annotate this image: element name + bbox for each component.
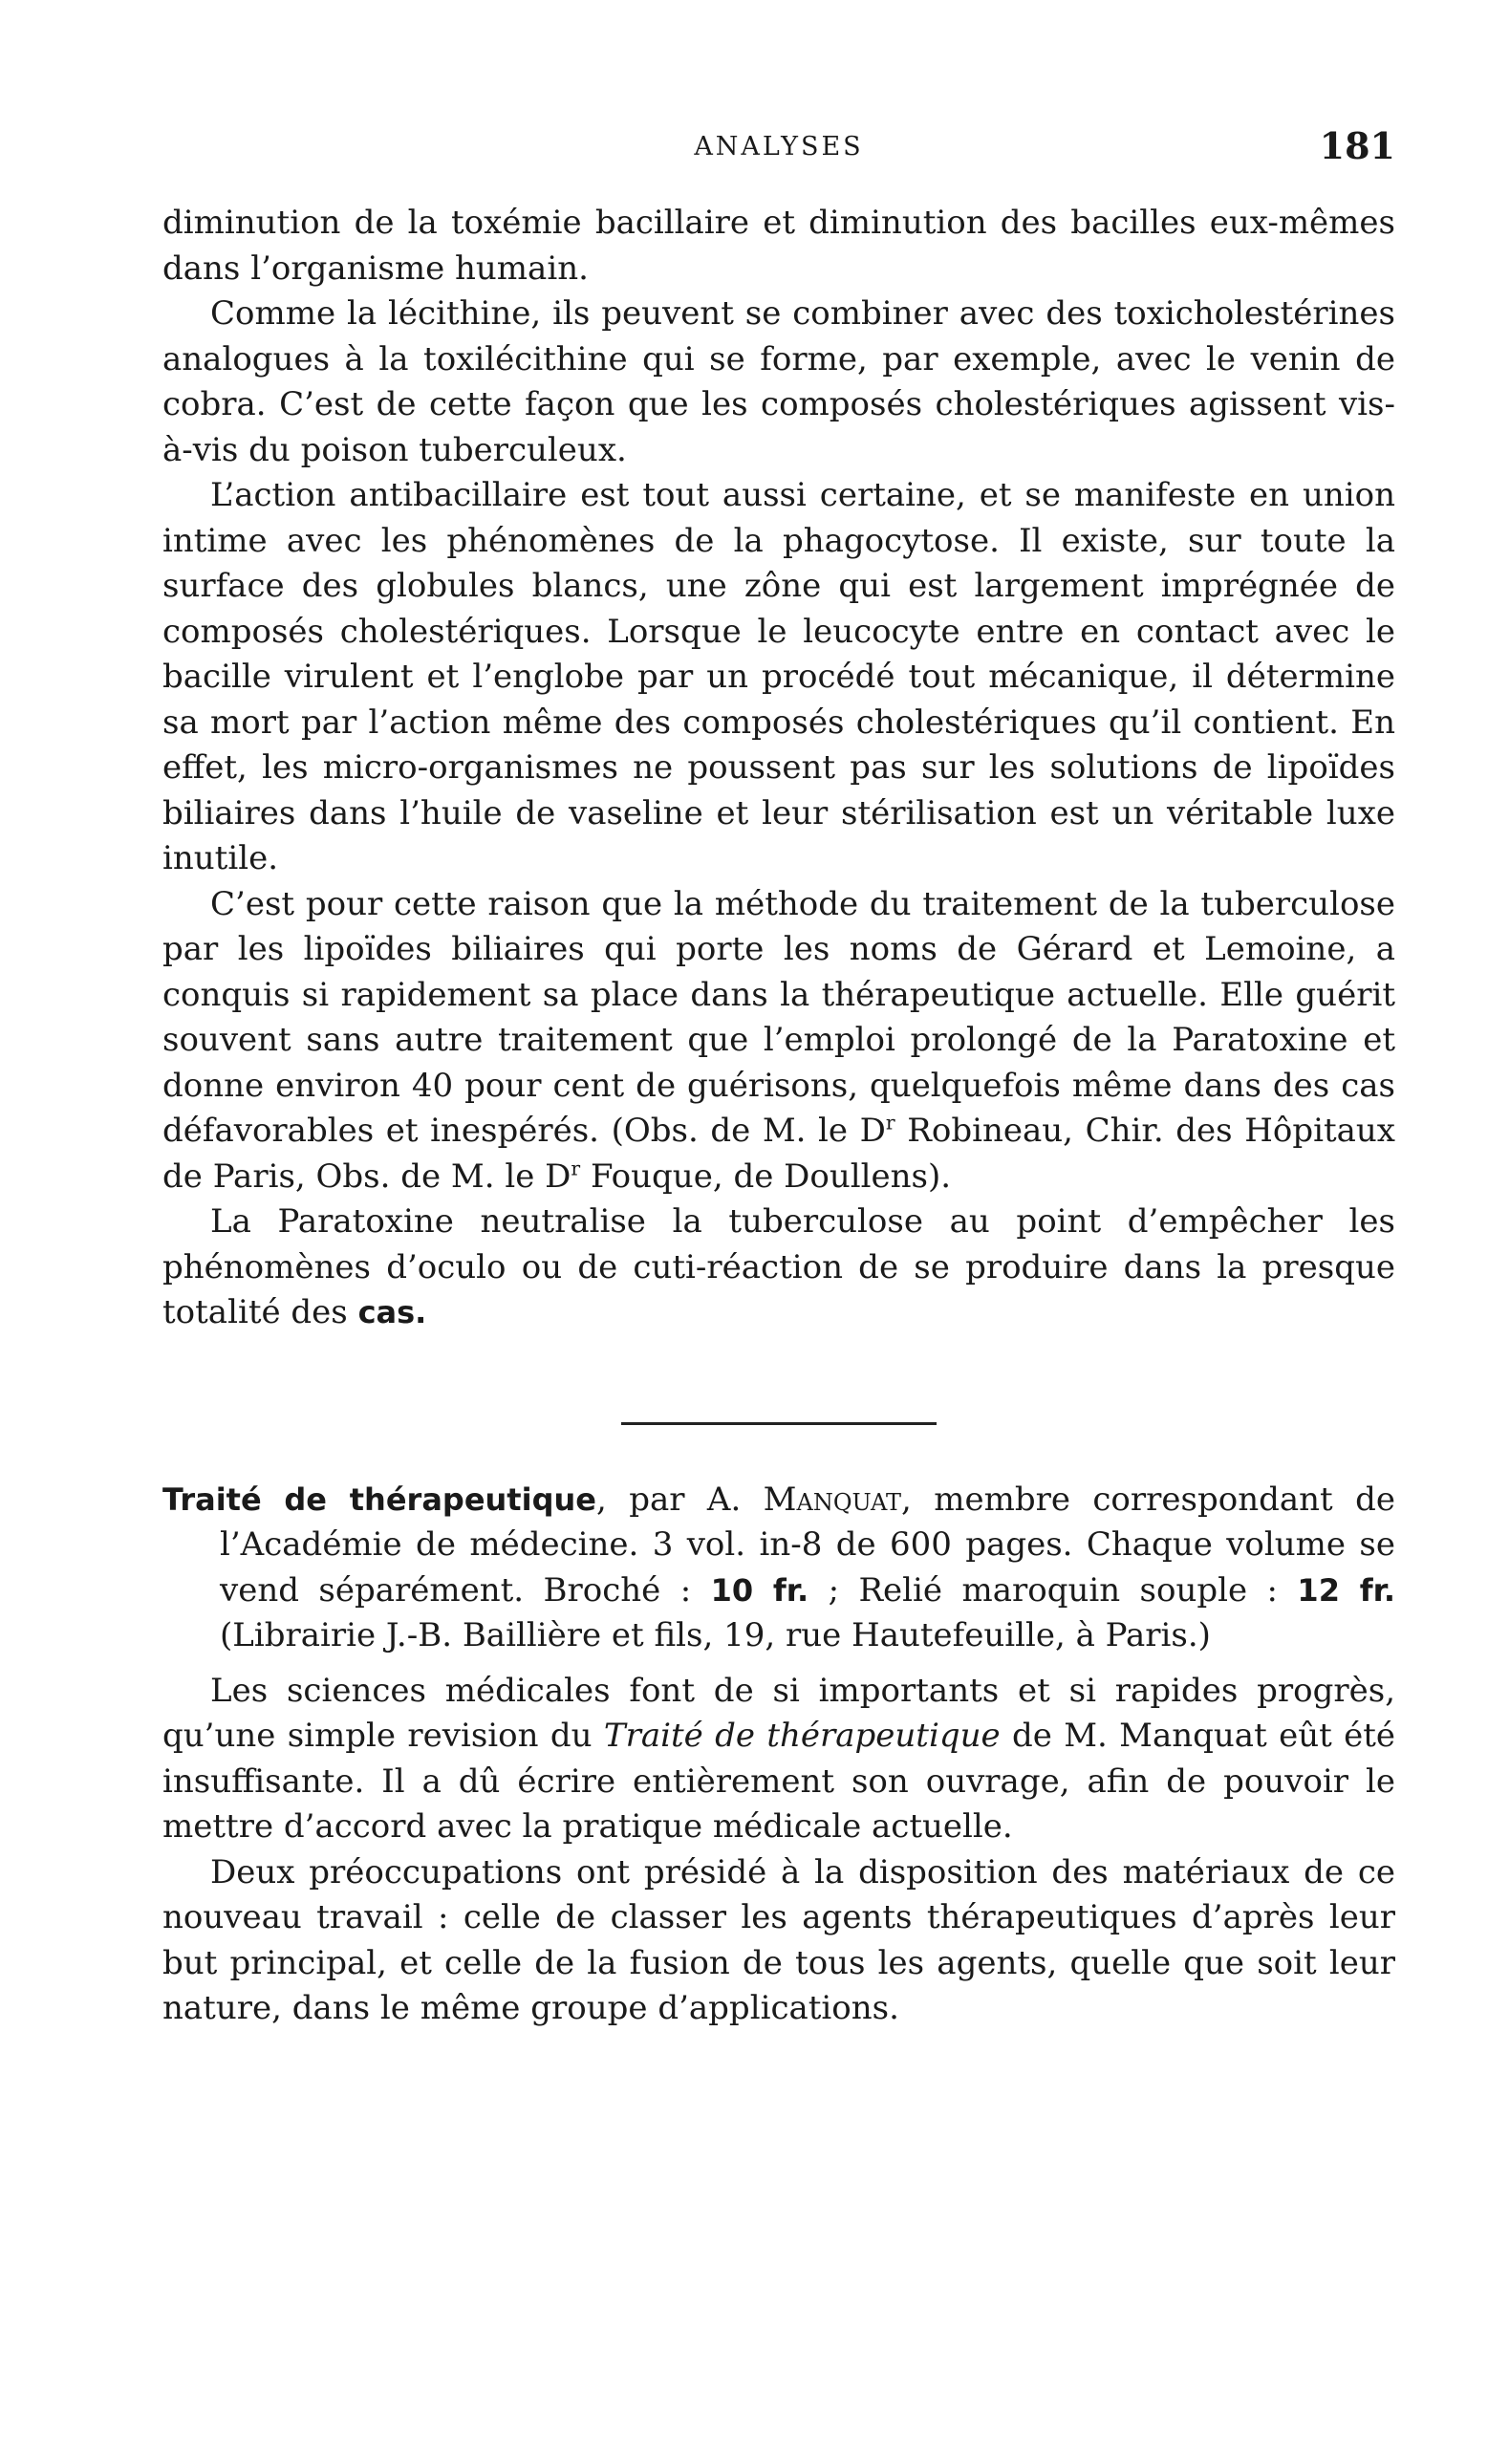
page-number: 181 xyxy=(1319,124,1395,167)
article-continuation xyxy=(162,201,1395,1336)
price-broche: 10 fr. xyxy=(710,1571,809,1609)
review-by: , par A. xyxy=(595,1480,764,1519)
running-head xyxy=(162,124,1395,182)
review-paragraph-1-italic: Traité de thérapeutique xyxy=(603,1717,1001,1755)
book-title: Traité de thérapeutique xyxy=(162,1481,596,1518)
running-title: ANALYSES xyxy=(694,132,864,162)
paragraph-4-text-c: Fouque, de Doullens). xyxy=(580,1156,952,1196)
price-relie: 12 fr. xyxy=(1297,1571,1395,1609)
review-heading xyxy=(162,1478,1395,1659)
paragraph-4 xyxy=(162,882,1395,1200)
paragraph-5-bold: cas. xyxy=(357,1294,427,1330)
paragraph-3: L’action antibacillaire est tout aussi certaine, et se manifeste en union intime avec les phénomènes de la phagocytose. Il existe, sur toute la surface des globules blancs, une zône qui est largement imprégnée de composés cholestériques. Lorsque le leucocyte entre en contact avec le bacille virulent et l’englobe par un procédé tout mécanique, il détermine sa mort par l’action même des composés cholestériques qu’il contient. En effet, les micro-organismes ne poussent pas sur les solutions de lipoïdes biliaires dans l’huile de vaseline et leur stérilisation est un véritable luxe inutile. xyxy=(162,476,1395,877)
paragraph-5 xyxy=(162,1200,1395,1336)
book-review xyxy=(162,1478,1395,2032)
paragraph-4-text-b: Robineau, Chir. des Hôpitaux de Paris, Obs. de M. le D xyxy=(162,1112,1395,1196)
paragraph-5-text: La Paratoxine neutralise la tuberculose au point d’empêcher les phénomènes d’oculo ou de cuti-réaction de se produire dans la presque totalité des xyxy=(162,1202,1395,1331)
review-details-1: , membre correspondant de l’Académie de médecine. 3 vol. in-8 de 600 pages. Chaque volume se vend séparément. Broché : xyxy=(220,1480,1396,1610)
review-paragraph-2: Deux préoccupations ont présidé à la disposition des matériaux de ce nouveau travail : celle de classer les agents thérapeutiques d’après leur but principal, et celle de la fusion de tous les agents, quelle que soit leur nature, dans le même groupe d’applications. xyxy=(162,1852,1395,2027)
review-paragraph-1-text-b: de M. Manquat eût été insuffisante. Il a dû écrire entièrement son ouvrage, afin de pouvoir le mettre d’accord avec la pratique médicale actuelle. xyxy=(162,1717,1395,1846)
superscript-r: r xyxy=(571,1156,581,1180)
section-divider xyxy=(621,1422,937,1425)
review-details-3: (Librairie J.-B. Baillière et fils, 19, rue Hautefeuille, à Paris.) xyxy=(220,1616,1211,1654)
review-paragraph-1 xyxy=(162,1669,1395,1850)
review-author: Manquat xyxy=(763,1480,902,1519)
superscript-r: r xyxy=(885,1111,895,1135)
paragraph-2: Comme la lécithine, ils peuvent se combiner avec des toxicholestérines analogues à la toxilécithine qui se forme, par exemple, avec le venin de cobra. C’est de cette façon que les composés cholestériques agissent vis-à-vis du poison tuberculeux. xyxy=(162,294,1395,469)
review-details-2: ; Relié maroquin souple : xyxy=(808,1570,1298,1610)
review-paragraph-1-text-a: Les sciences médicales font de si importants et si rapides progrès, qu’une simple revision du xyxy=(162,1671,1395,1755)
document-page xyxy=(162,124,1395,2032)
paragraph-4-text-a: C’est pour cette raison que la méthode du traitement de la tuberculose par les lipoïdes biliaires qui porte les noms de Gérard et Lemoine, a conquis si rapidement sa place dans la thérapeutique actuelle. Elle guérit souvent sans autre traitement que l’emploi prolongé de la Paratoxine et donne environ 40 pour cent de guérisons, quelquefois même dans des cas défavorables et inespérés. (Obs. de M. le D xyxy=(162,884,1395,1150)
paragraph-1: diminution de la toxémie bacillaire et diminution des bacilles eux-mêmes dans l’organisme humain. xyxy=(162,204,1395,288)
